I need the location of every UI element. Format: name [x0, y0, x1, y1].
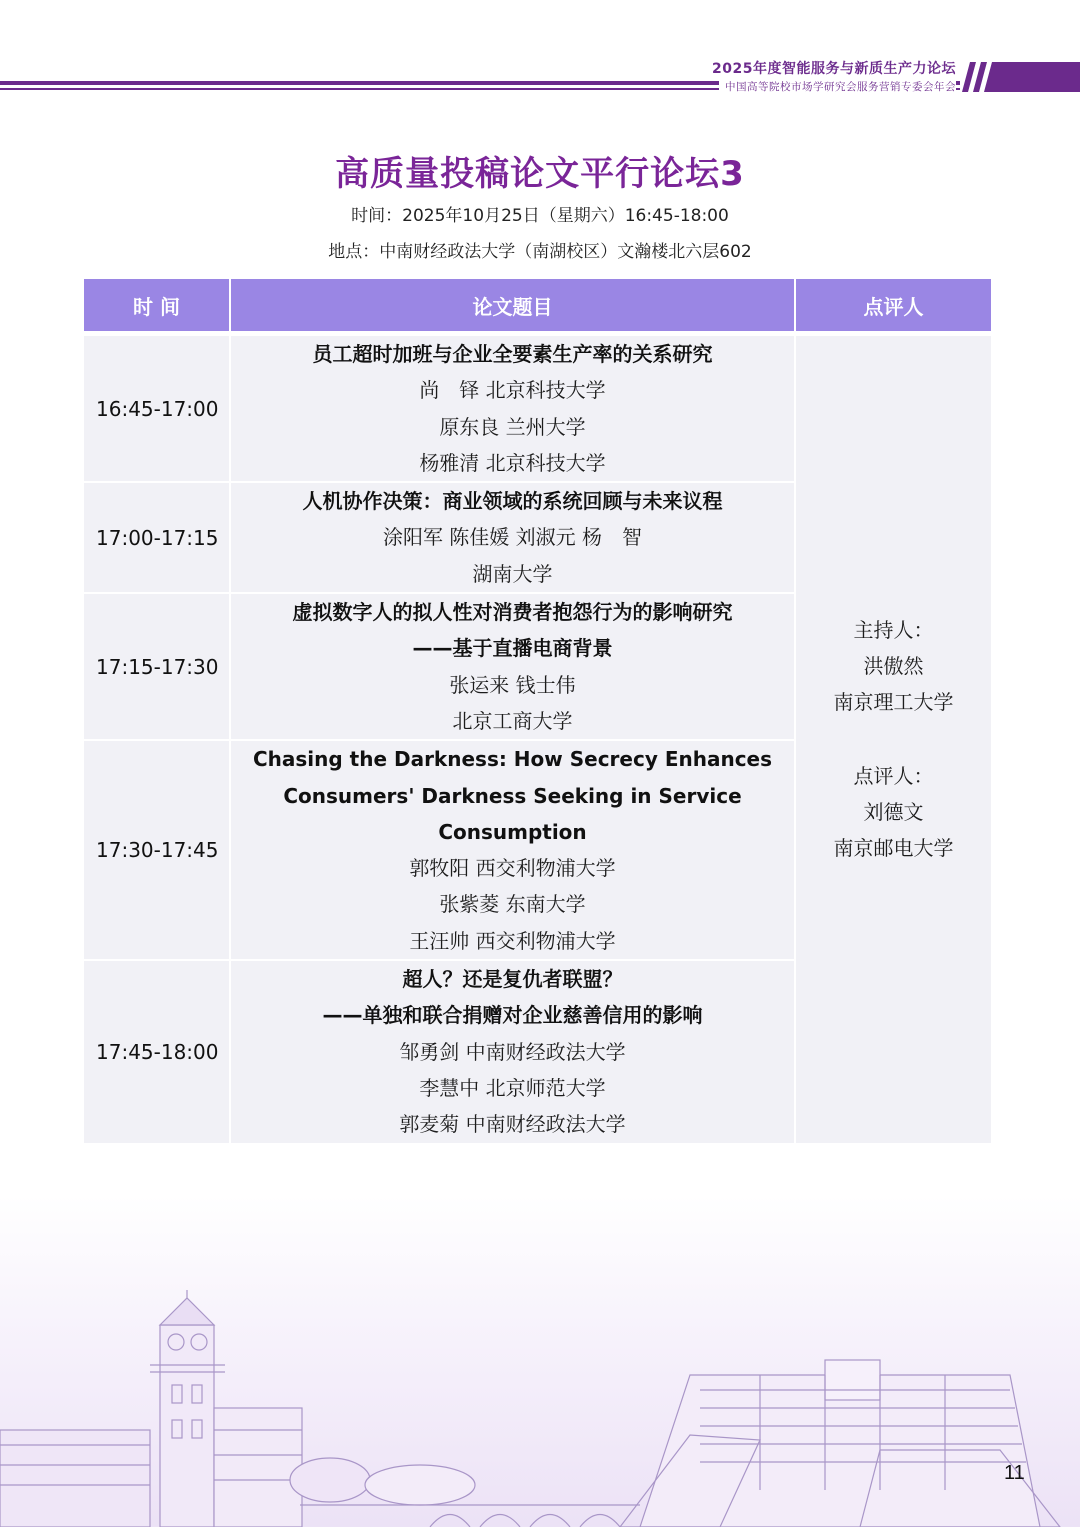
paper-author: 李慧中 北京师范大学 [419, 1075, 606, 1100]
time-slot: 17:00-17:15 [84, 482, 230, 593]
org-subtitle: 中国高等院校市场学研究会服务营销专委会年会 [719, 79, 956, 94]
paper-title: Consumers' Darkness Seeking in Service [283, 783, 742, 808]
host-label: 主持人： [853, 617, 934, 642]
reviewer-spacer [796, 721, 991, 758]
page-number: 11 [1004, 1462, 1025, 1484]
header-paper-title: 论文题目 [230, 279, 795, 334]
paper-cell [230, 482, 795, 593]
reviewer-label: 点评人： [853, 763, 934, 788]
paper-cell [230, 593, 795, 740]
session-place: 地点：中南财经政法大学（南湖校区）文瀚楼北六层602 [328, 242, 752, 262]
paper-title: ——单独和联合捐赠对企业慈善信用的影响 [322, 1003, 703, 1028]
paper-cell [230, 740, 795, 960]
reviewer-cell [795, 334, 991, 1144]
paper-title: 虚拟数字人的拟人性对消费者抱怨行为的影响研究 [292, 600, 733, 625]
paper-cell [230, 334, 795, 483]
paper-author: 王汪帅 西交利物浦大学 [409, 928, 616, 953]
table-row [84, 334, 991, 483]
time-slot: 17:45-18:00 [84, 960, 230, 1143]
session-time: 时间：2025年10月25日（星期六）16:45-18:00 [351, 206, 729, 226]
host-name: 洪傲然 [863, 654, 924, 679]
forum-title: 2025年度智能服务与新质生产力论坛 [712, 61, 956, 77]
time-slot: 17:30-17:45 [84, 740, 230, 960]
table-header-row [84, 279, 991, 334]
schedule-table [84, 279, 991, 1145]
paper-author: 涂阳军 陈佳媛 刘淑元 杨 智 [382, 525, 643, 550]
paper-title: Consumption [438, 819, 587, 844]
paper-author: 邹勇剑 中南财经政法大学 [399, 1039, 626, 1064]
header-time: 时 间 [84, 279, 230, 334]
paper-author: 湖南大学 [472, 561, 553, 586]
paper-author: 郭牧阳 西交利物浦大学 [409, 856, 616, 881]
paper-author: 张紫菱 东南大学 [439, 892, 586, 917]
paper-author: 尚 铎 北京科技大学 [419, 378, 606, 403]
paper-title: 人机协作决策：商业领域的系统回顾与未来议程 [302, 489, 723, 514]
header-stripes-decoration [962, 62, 1080, 92]
session-title: 高质量投稿论文平行论坛3 [335, 154, 745, 194]
paper-author: 杨雅清 北京科技大学 [419, 450, 606, 475]
reviewer-name: 刘德文 [863, 800, 924, 825]
campus-skyline-illustration [0, 1290, 1080, 1527]
paper-author: 原东良 兰州大学 [439, 414, 586, 439]
time-slot: 17:15-17:30 [84, 593, 230, 740]
paper-title: 超人？还是复仇者联盟？ [402, 967, 623, 992]
host-affiliation: 南京理工大学 [833, 690, 954, 715]
paper-title: 员工超时加班与企业全要素生产率的关系研究 [312, 342, 713, 366]
paper-title: Chasing the Darkness: How Secrecy Enhances [252, 747, 773, 772]
header-reviewer: 点评人 [795, 279, 991, 334]
paper-author: 北京工商大学 [452, 708, 573, 733]
paper-author: 郭麦菊 中南财经政法大学 [399, 1112, 626, 1137]
paper-cell [230, 960, 795, 1143]
reviewer-affiliation: 南京邮电大学 [833, 836, 954, 861]
paper-title: ——基于直播电商背景 [412, 636, 613, 661]
time-slot: 16:45-17:00 [84, 334, 230, 483]
paper-author: 张运来 钱士伟 [449, 672, 576, 697]
